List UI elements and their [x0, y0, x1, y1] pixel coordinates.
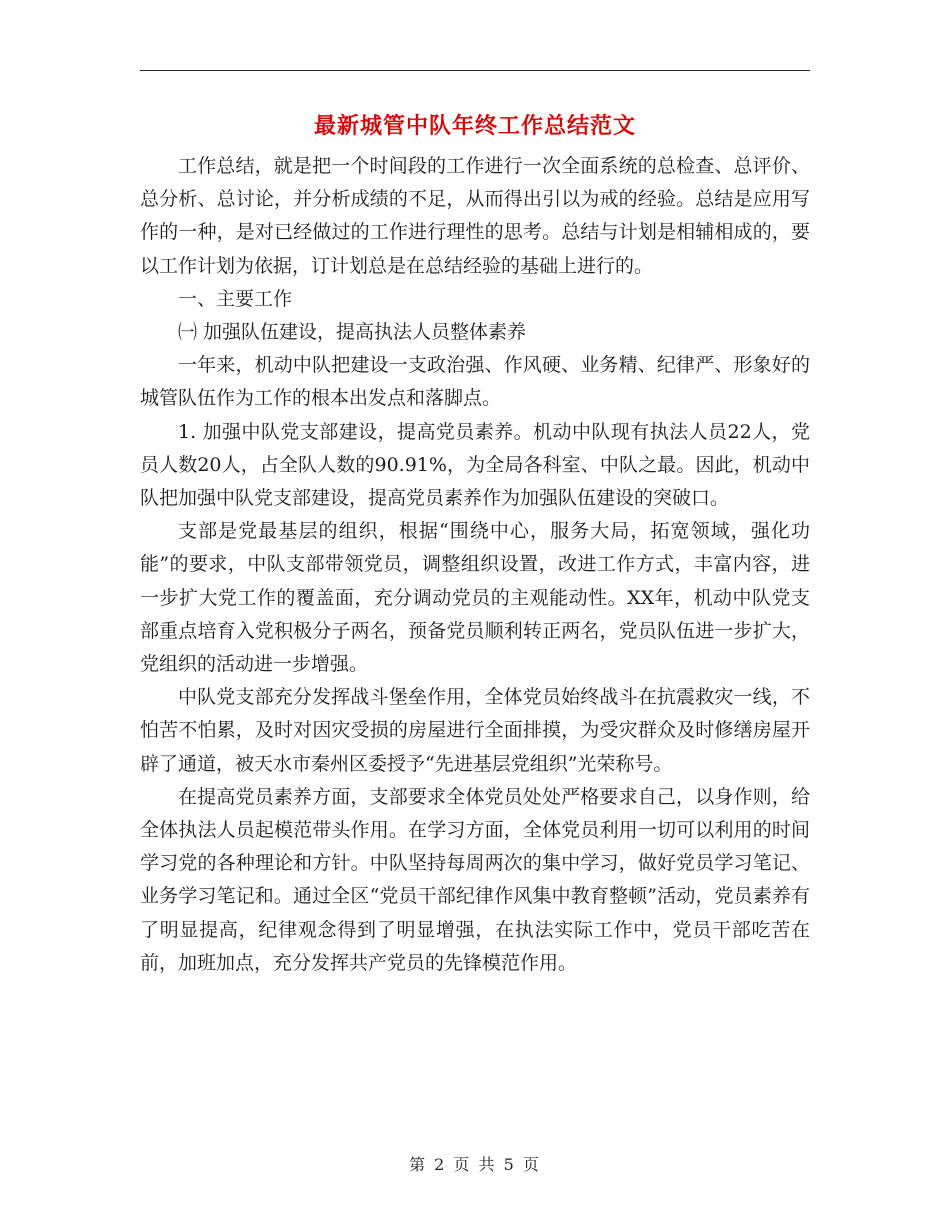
paragraph-intro: 工作总结，就是把一个时间段的工作进行一次全面系统的总检查、总评价、总分析、总讨论，并分析成绩的不足，从而得出引以为戒的经验。总结是应用写作的一种，是对已经做过的工作进行理性的思考。总结与计划是相辅相成的，要以工作计划为依据，订计划总是在总结经验的基础上进行的。 [140, 155, 810, 277]
paragraph-party-branch: 1. 加强中队党支部建设，提高党员素养。机动中队现有执法人员22人，党员人数20人，占全队人数的90.91%，为全局各科室、中队之最。因此，机动中队把加强中队党支部建设，提高党员素养作为加强队伍建设的突破口。 [140, 420, 810, 510]
section-heading-main-work: 一、主要工作 [178, 287, 293, 310]
header-rule [140, 70, 810, 71]
paragraph-earthquake-relief: 中队党支部充分发挥战斗堡垒作用，全体党员始终战斗在抗震救灾一线，不怕苦不怕累，及时对因灾受损的房屋进行全面排摸，为受灾群众及时修缮房屋开辟了通道，被天水市秦州区委授予“先进基层党组织”光荣称号。 [140, 686, 810, 775]
page-number: 第 2 页 共 5 页 [409, 1155, 541, 1174]
document-title: 最新城管中队年终工作总结范文 [313, 113, 636, 139]
subsection-heading-team-building: ㈠ 加强队伍建设，提高执法人员整体素养 [178, 321, 527, 344]
paragraph-member-quality: 在提高党员素养方面，支部要求全体党员处处严格要求自己，以身作则，给全体执法人员起模范带头作用。在学习方面，全体党员利用一切可以利用的时间学习党的各种理论和方针。中队坚持每周两次的集中学习，做好党员学习笔记、业务学习笔记和。通过全区“党员干部纪律作风集中教育整顿”活动，党员素养有了明显提高，纪律观念得到了明显增强，在执法实际工作中，党员干部吃苦在前，加班加点，充分发挥共产党员的先锋模范作用。 [140, 785, 810, 974]
paragraph-team-goal: 一年来，机动中队把建设一支政治强、作风硬、业务精、纪律严、形象好的城管队伍作为工作的根本出发点和落脚点。 [140, 354, 810, 410]
document-body [140, 150, 810, 980]
paragraph-branch-organization: 支部是党最基层的组织，根据“围绕中心，服务大局，拓宽领域，强化功能”的要求，中队支部带领党员，调整组织设置，改进工作方式，丰富内容，进一步扩大党工作的覆盖面，充分调动党员的主观能动性。XX年，机动中队党支部重点培育入党积极分子两名，预备党员顺利转正两名，党员队伍进一步扩大，党组织的活动进一步增强。 [140, 520, 810, 676]
